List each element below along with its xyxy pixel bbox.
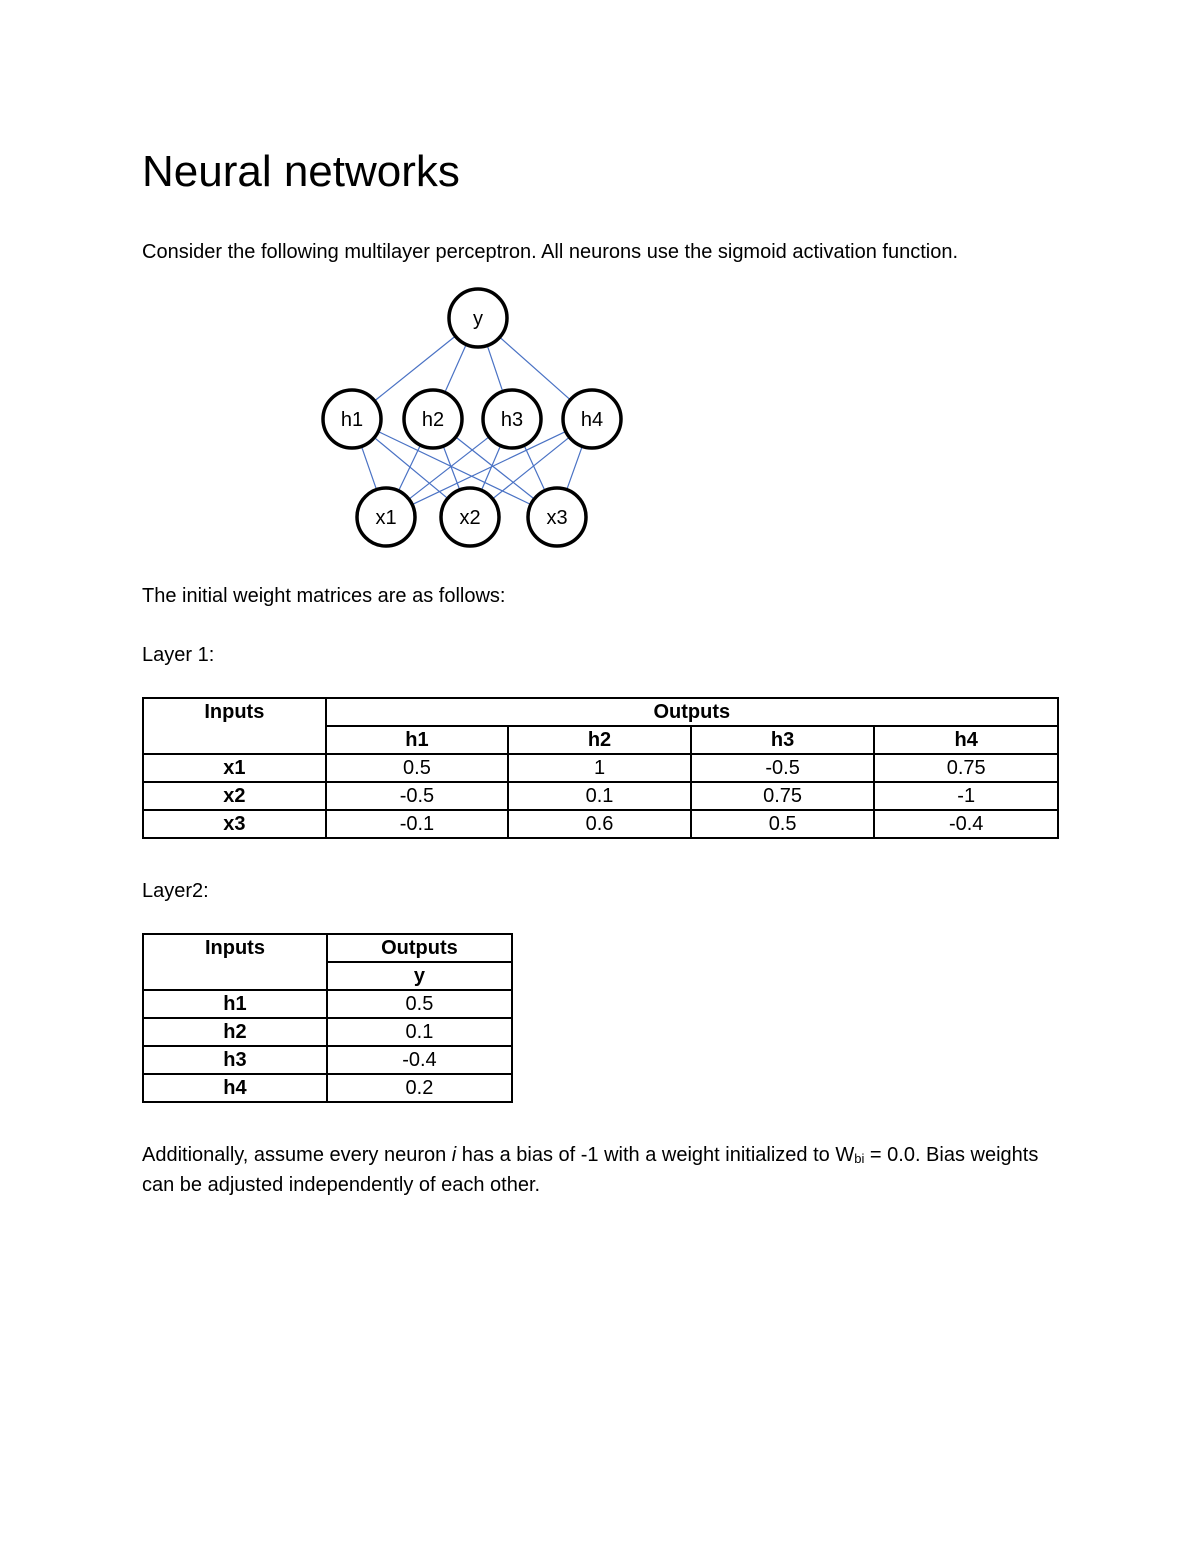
edge-input-hidden [567, 446, 582, 489]
page-title: Neural networks [142, 147, 460, 196]
layer1-col-header: h4 [874, 726, 1058, 754]
input-node [441, 488, 499, 546]
hidden-node [404, 390, 462, 448]
table-row [143, 1046, 512, 1074]
layer1-heading: Layer 1: [142, 644, 215, 666]
bias-text-2: has a bias of -1 with a weight initialized to W [456, 1144, 855, 1166]
input-node-label: x1 [375, 507, 397, 529]
edge-hidden-output [487, 345, 502, 391]
network-diagram [0, 0, 1200, 600]
weight-cell: 0.6 [508, 810, 691, 838]
edge-hidden-output [445, 344, 466, 392]
edge-input-hidden [443, 446, 460, 490]
layer1-col-header: h1 [326, 726, 509, 754]
row-input-label: x1 [143, 754, 326, 782]
weight-cell: 0.2 [327, 1074, 512, 1102]
layer2-weight-table [142, 933, 513, 1103]
layer1-col-header: h3 [691, 726, 875, 754]
table-row [143, 810, 1058, 838]
layer2-outputs-header: Outputs [327, 934, 512, 962]
bias-subscript: bi [854, 1151, 865, 1166]
hidden-node-label: h2 [421, 409, 445, 431]
weight-cell: 0.1 [508, 782, 691, 810]
table-row [143, 1074, 512, 1102]
table-row [143, 782, 1058, 810]
output-node [449, 289, 507, 347]
layer2-inputs-header: Inputs [143, 934, 327, 990]
weight-cell: -0.5 [691, 754, 875, 782]
table-row [143, 990, 512, 1018]
weight-cell: 0.75 [691, 782, 875, 810]
weights-intro: The initial weight matrices are as follows: [142, 585, 506, 607]
weight-cell: 0.75 [874, 754, 1058, 782]
hidden-node [483, 390, 541, 448]
weight-cell: -0.5 [326, 782, 509, 810]
edge-input-hidden [481, 446, 500, 491]
layer2-heading: Layer2: [142, 880, 209, 902]
hidden-node-label: h4 [580, 409, 604, 431]
input-node-label: x3 [546, 507, 568, 529]
hidden-node [323, 390, 381, 448]
hidden-node-label: h3 [500, 409, 524, 431]
layer1-col-header: h2 [508, 726, 691, 754]
hidden-node [563, 390, 621, 448]
table-row [143, 754, 1058, 782]
bias-text-3: = 0.0. Bias weights can be adjusted independently of each other. [142, 1144, 1039, 1196]
layer1-weight-table [142, 697, 1059, 839]
row-input-label: x3 [143, 810, 326, 838]
row-input-label: x2 [143, 782, 326, 810]
input-node-label: x2 [459, 507, 481, 529]
edge-input-hidden [362, 446, 377, 489]
weight-cell: 0.1 [327, 1018, 512, 1046]
input-node [528, 488, 586, 546]
intro-paragraph: Consider the following multilayer perceptron. All neurons use the sigmoid activation function. [142, 241, 958, 263]
weight-cell: -0.4 [874, 810, 1058, 838]
row-input-label: h1 [143, 990, 327, 1018]
bias-text-1: Additionally, assume every neuron [142, 1144, 452, 1166]
layer1-inputs-header: Inputs [143, 698, 326, 754]
layer1-outputs-header: Outputs [326, 698, 1058, 726]
row-input-label: h2 [143, 1018, 327, 1046]
weight-cell: 0.5 [327, 990, 512, 1018]
weight-cell: 0.5 [691, 810, 875, 838]
edge-input-hidden [399, 445, 421, 491]
weight-cell: -0.1 [326, 810, 509, 838]
row-input-label: h3 [143, 1046, 327, 1074]
weight-cell: 0.5 [326, 754, 509, 782]
weight-cell: -1 [874, 782, 1058, 810]
weight-cell: -0.4 [327, 1046, 512, 1074]
weight-cell: 1 [508, 754, 691, 782]
row-input-label: h4 [143, 1074, 327, 1102]
input-node [357, 488, 415, 546]
hidden-node-label: h1 [340, 409, 364, 431]
bias-variable: i [451, 1144, 457, 1166]
edge-input-hidden [524, 445, 545, 490]
output-node-label: y [473, 308, 483, 330]
bias-paragraph [142, 1141, 1062, 1200]
layer2-col-header: y [327, 962, 512, 990]
table-row [143, 1018, 512, 1046]
